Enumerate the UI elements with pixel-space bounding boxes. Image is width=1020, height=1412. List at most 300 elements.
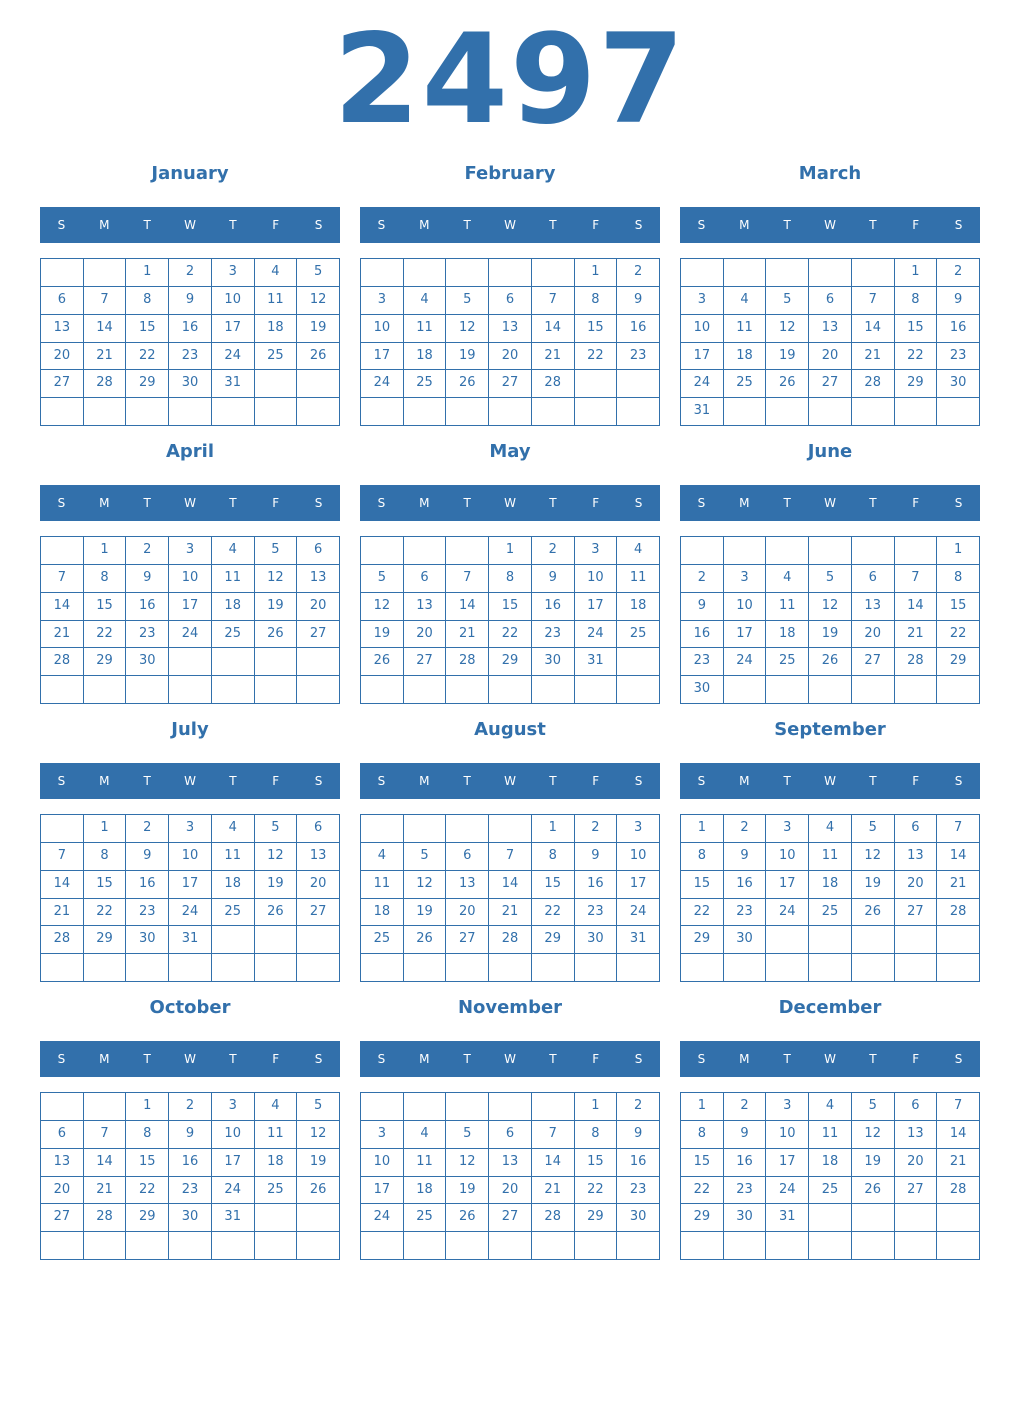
day-cell: 18 [212, 871, 255, 899]
empty-day-cell [681, 259, 724, 287]
month-september [680, 717, 980, 987]
empty-day-cell [255, 1232, 298, 1260]
day-cell: 8 [84, 565, 127, 593]
day-cell: 26 [255, 899, 298, 927]
weekday-header [680, 1041, 980, 1077]
empty-day-cell [404, 1232, 447, 1260]
empty-day-cell [532, 1232, 575, 1260]
day-cell: 13 [895, 843, 938, 871]
day-cell: 17 [617, 871, 660, 899]
weekday-label: S [954, 496, 963, 510]
day-cell: 31 [212, 1204, 255, 1232]
empty-day-cell [617, 1232, 660, 1260]
day-cell: 4 [255, 1093, 298, 1121]
day-cell: 25 [404, 370, 447, 398]
empty-day-cell [532, 259, 575, 287]
day-cell: 24 [681, 370, 724, 398]
day-cell: 8 [532, 843, 575, 871]
day-cell: 17 [169, 871, 212, 899]
day-cell: 5 [852, 815, 895, 843]
empty-day-cell [169, 648, 212, 676]
day-cell: 31 [617, 926, 660, 954]
empty-day-cell [532, 398, 575, 426]
day-cell: 18 [617, 593, 660, 621]
day-cell: 15 [126, 1149, 169, 1177]
weekday-label: T [143, 496, 151, 510]
day-cell: 6 [489, 287, 532, 315]
day-cell: 16 [126, 871, 169, 899]
month-april [40, 439, 340, 709]
weekday-label: F [912, 1052, 920, 1066]
day-cell: 12 [404, 871, 447, 899]
day-cell: 11 [404, 1149, 447, 1177]
day-cell: 10 [766, 1121, 809, 1149]
empty-day-cell [724, 676, 767, 704]
day-cell: 25 [212, 899, 255, 927]
day-cell: 19 [361, 621, 404, 649]
empty-day-cell [41, 676, 84, 704]
weekday-label: W [824, 1052, 836, 1066]
days-grid [680, 1092, 980, 1260]
day-cell: 15 [84, 871, 127, 899]
day-cell: 8 [681, 843, 724, 871]
day-cell: 26 [809, 648, 852, 676]
weekday-label: S [697, 496, 706, 510]
empty-day-cell [766, 676, 809, 704]
day-cell: 14 [895, 593, 938, 621]
empty-day-cell [297, 676, 340, 704]
day-cell: 16 [169, 315, 212, 343]
day-cell: 7 [937, 1093, 980, 1121]
day-cell: 14 [532, 1149, 575, 1177]
day-cell: 22 [126, 1177, 169, 1205]
weekday-label: T [229, 1052, 237, 1066]
day-cell: 29 [489, 648, 532, 676]
weekday-label: S [697, 774, 706, 788]
day-cell: 30 [169, 370, 212, 398]
month-january [40, 161, 340, 431]
day-cell: 16 [169, 1149, 212, 1177]
empty-day-cell [361, 954, 404, 982]
days-grid [360, 536, 660, 704]
day-cell: 21 [532, 1177, 575, 1205]
day-cell: 13 [297, 843, 340, 871]
empty-day-cell [255, 1204, 298, 1232]
day-cell: 1 [84, 815, 127, 843]
day-cell: 19 [809, 621, 852, 649]
month-november [360, 995, 660, 1265]
empty-day-cell [361, 676, 404, 704]
day-cell: 29 [84, 648, 127, 676]
day-cell: 18 [404, 343, 447, 371]
empty-day-cell [617, 676, 660, 704]
day-cell: 20 [297, 593, 340, 621]
weekday-label: T [463, 218, 471, 232]
day-cell: 14 [937, 1121, 980, 1149]
day-cell: 22 [532, 899, 575, 927]
weekday-label: T [143, 774, 151, 788]
weekday-label: M [99, 774, 110, 788]
weekday-label: W [824, 496, 836, 510]
day-cell: 18 [809, 871, 852, 899]
empty-day-cell [617, 370, 660, 398]
day-cell: 24 [766, 899, 809, 927]
weekday-label: S [314, 774, 323, 788]
day-cell: 13 [404, 593, 447, 621]
weekday-label: F [912, 218, 920, 232]
day-cell: 30 [169, 1204, 212, 1232]
day-cell: 19 [852, 871, 895, 899]
day-cell: 10 [617, 843, 660, 871]
empty-day-cell [937, 1204, 980, 1232]
day-cell: 5 [255, 815, 298, 843]
day-cell: 9 [681, 593, 724, 621]
day-cell: 16 [532, 593, 575, 621]
weekday-label: F [912, 774, 920, 788]
empty-day-cell [617, 648, 660, 676]
empty-day-cell [169, 954, 212, 982]
day-cell: 6 [41, 1121, 84, 1149]
empty-day-cell [766, 954, 809, 982]
weekday-label: M [739, 774, 750, 788]
days-grid [680, 258, 980, 426]
empty-day-cell [84, 1232, 127, 1260]
empty-day-cell [766, 259, 809, 287]
day-cell: 9 [617, 1121, 660, 1149]
day-cell: 24 [169, 899, 212, 927]
empty-day-cell [937, 926, 980, 954]
weekday-label: T [229, 774, 237, 788]
empty-day-cell [895, 1232, 938, 1260]
day-cell: 2 [937, 259, 980, 287]
day-cell: 21 [41, 899, 84, 927]
day-cell: 4 [809, 815, 852, 843]
empty-day-cell [895, 537, 938, 565]
day-cell: 3 [575, 537, 618, 565]
month-march [680, 161, 980, 431]
day-cell: 27 [41, 370, 84, 398]
empty-day-cell [212, 648, 255, 676]
day-cell: 7 [41, 843, 84, 871]
day-cell: 28 [532, 1204, 575, 1232]
empty-day-cell [895, 1204, 938, 1232]
day-cell: 13 [41, 315, 84, 343]
day-cell: 1 [126, 1093, 169, 1121]
day-cell: 15 [84, 593, 127, 621]
day-cell: 9 [126, 843, 169, 871]
day-cell: 24 [212, 1177, 255, 1205]
day-cell: 10 [724, 593, 767, 621]
day-cell: 25 [255, 343, 298, 371]
empty-day-cell [766, 537, 809, 565]
day-cell: 11 [404, 315, 447, 343]
weekday-label: S [57, 774, 66, 788]
day-cell: 8 [895, 287, 938, 315]
day-cell: 19 [404, 899, 447, 927]
month-july [40, 717, 340, 987]
day-cell: 21 [446, 621, 489, 649]
day-cell: 16 [617, 315, 660, 343]
empty-day-cell [212, 1232, 255, 1260]
weekday-label: S [954, 218, 963, 232]
day-cell: 25 [212, 621, 255, 649]
weekday-label: M [419, 218, 430, 232]
empty-day-cell [126, 954, 169, 982]
day-cell: 10 [575, 565, 618, 593]
month-name: April [165, 441, 215, 462]
day-cell: 26 [404, 926, 447, 954]
day-cell: 6 [489, 1121, 532, 1149]
weekday-label: S [314, 496, 323, 510]
empty-day-cell [532, 1093, 575, 1121]
day-cell: 12 [766, 315, 809, 343]
month-december [680, 995, 980, 1265]
empty-day-cell [681, 537, 724, 565]
day-cell: 15 [937, 593, 980, 621]
day-cell: 12 [297, 287, 340, 315]
weekday-header [680, 485, 980, 521]
day-cell: 6 [297, 815, 340, 843]
empty-day-cell [489, 676, 532, 704]
day-cell: 4 [212, 815, 255, 843]
day-cell: 5 [404, 843, 447, 871]
weekday-label: M [739, 218, 750, 232]
weekday-label: W [184, 1052, 196, 1066]
month-name: October [149, 997, 231, 1018]
empty-day-cell [41, 815, 84, 843]
day-cell: 16 [575, 871, 618, 899]
days-grid [680, 536, 980, 704]
empty-day-cell [809, 259, 852, 287]
empty-day-cell [809, 1232, 852, 1260]
empty-day-cell [84, 1093, 127, 1121]
weekday-label: M [419, 1052, 430, 1066]
month-name: August [474, 719, 546, 740]
day-cell: 11 [212, 565, 255, 593]
month-may [360, 439, 660, 709]
empty-day-cell [446, 537, 489, 565]
day-cell: 6 [446, 843, 489, 871]
day-cell: 19 [255, 871, 298, 899]
day-cell: 23 [724, 899, 767, 927]
day-cell: 21 [532, 343, 575, 371]
day-cell: 7 [532, 1121, 575, 1149]
weekday-header [40, 1041, 340, 1077]
day-cell: 7 [84, 287, 127, 315]
weekday-label: T [549, 1052, 557, 1066]
day-cell: 25 [809, 1177, 852, 1205]
day-cell: 2 [126, 815, 169, 843]
day-cell: 19 [852, 1149, 895, 1177]
day-cell: 29 [937, 648, 980, 676]
day-cell: 12 [255, 565, 298, 593]
day-cell: 15 [681, 1149, 724, 1177]
day-cell: 10 [766, 843, 809, 871]
empty-day-cell [361, 815, 404, 843]
day-cell: 28 [532, 370, 575, 398]
day-cell: 3 [212, 1093, 255, 1121]
days-grid [360, 814, 660, 982]
day-cell: 30 [532, 648, 575, 676]
day-cell: 25 [809, 899, 852, 927]
empty-day-cell [681, 1232, 724, 1260]
day-cell: 3 [169, 815, 212, 843]
days-grid [360, 1092, 660, 1260]
empty-day-cell [489, 815, 532, 843]
weekday-label: F [912, 496, 920, 510]
days-grid [40, 258, 340, 426]
day-cell: 2 [169, 259, 212, 287]
day-cell: 28 [852, 370, 895, 398]
day-cell: 10 [361, 1149, 404, 1177]
day-cell: 16 [724, 871, 767, 899]
empty-day-cell [852, 676, 895, 704]
day-cell: 30 [724, 926, 767, 954]
day-cell: 5 [766, 287, 809, 315]
weekday-label: W [184, 774, 196, 788]
empty-day-cell [766, 926, 809, 954]
day-cell: 15 [681, 871, 724, 899]
day-cell: 20 [895, 1149, 938, 1177]
day-cell: 22 [84, 621, 127, 649]
day-cell: 18 [809, 1149, 852, 1177]
weekday-label: F [272, 496, 280, 510]
empty-day-cell [41, 398, 84, 426]
empty-day-cell [361, 398, 404, 426]
weekday-label: F [592, 218, 600, 232]
day-cell: 28 [895, 648, 938, 676]
day-cell: 5 [446, 287, 489, 315]
day-cell: 22 [126, 343, 169, 371]
day-cell: 21 [895, 621, 938, 649]
day-cell: 6 [895, 815, 938, 843]
empty-day-cell [297, 398, 340, 426]
day-cell: 19 [446, 1177, 489, 1205]
day-cell: 20 [809, 343, 852, 371]
weekday-label: T [549, 218, 557, 232]
day-cell: 17 [361, 1177, 404, 1205]
day-cell: 14 [446, 593, 489, 621]
day-cell: 29 [575, 1204, 618, 1232]
day-cell: 27 [404, 648, 447, 676]
day-cell: 30 [681, 676, 724, 704]
day-cell: 2 [724, 815, 767, 843]
empty-day-cell [297, 954, 340, 982]
day-cell: 7 [41, 565, 84, 593]
weekday-label: F [272, 1052, 280, 1066]
empty-day-cell [297, 648, 340, 676]
empty-day-cell [446, 676, 489, 704]
day-cell: 15 [575, 1149, 618, 1177]
weekday-label: T [229, 218, 237, 232]
day-cell: 20 [852, 621, 895, 649]
weekday-label: T [783, 496, 791, 510]
empty-day-cell [937, 398, 980, 426]
day-cell: 5 [255, 537, 298, 565]
weekday-label: M [419, 774, 430, 788]
weekday-label: S [697, 1052, 706, 1066]
weekday-label: T [869, 1052, 877, 1066]
day-cell: 19 [297, 315, 340, 343]
weekday-label: S [377, 496, 386, 510]
day-cell: 11 [766, 593, 809, 621]
empty-day-cell [489, 259, 532, 287]
day-cell: 26 [446, 1204, 489, 1232]
day-cell: 18 [404, 1177, 447, 1205]
day-cell: 16 [126, 593, 169, 621]
day-cell: 6 [404, 565, 447, 593]
weekday-label: F [272, 218, 280, 232]
month-name: September [774, 719, 886, 740]
empty-day-cell [41, 1093, 84, 1121]
day-cell: 31 [575, 648, 618, 676]
day-cell: 9 [575, 843, 618, 871]
empty-day-cell [681, 954, 724, 982]
empty-day-cell [852, 954, 895, 982]
day-cell: 18 [255, 315, 298, 343]
weekday-label: T [783, 218, 791, 232]
day-cell: 8 [126, 287, 169, 315]
day-cell: 12 [809, 593, 852, 621]
empty-day-cell [84, 954, 127, 982]
day-cell: 20 [489, 1177, 532, 1205]
day-cell: 3 [766, 815, 809, 843]
empty-day-cell [446, 1232, 489, 1260]
weekday-label: M [99, 218, 110, 232]
day-cell: 17 [766, 1149, 809, 1177]
day-cell: 27 [809, 370, 852, 398]
empty-day-cell [937, 954, 980, 982]
day-cell: 3 [617, 815, 660, 843]
day-cell: 5 [446, 1121, 489, 1149]
day-cell: 4 [809, 1093, 852, 1121]
day-cell: 31 [169, 926, 212, 954]
day-cell: 22 [895, 343, 938, 371]
empty-day-cell [766, 398, 809, 426]
day-cell: 12 [852, 1121, 895, 1149]
empty-day-cell [617, 398, 660, 426]
day-cell: 9 [169, 1121, 212, 1149]
empty-day-cell [809, 926, 852, 954]
day-cell: 13 [489, 1149, 532, 1177]
day-cell: 22 [84, 899, 127, 927]
weekday-label: T [869, 774, 877, 788]
day-cell: 5 [852, 1093, 895, 1121]
empty-day-cell [361, 259, 404, 287]
day-cell: 29 [895, 370, 938, 398]
day-cell: 14 [41, 871, 84, 899]
day-cell: 29 [532, 926, 575, 954]
weekday-label: S [314, 1052, 323, 1066]
weekday-header [40, 207, 340, 243]
day-cell: 23 [169, 343, 212, 371]
day-cell: 5 [361, 565, 404, 593]
day-cell: 2 [126, 537, 169, 565]
weekday-header [360, 763, 660, 799]
day-cell: 30 [937, 370, 980, 398]
day-cell: 13 [446, 871, 489, 899]
day-cell: 17 [575, 593, 618, 621]
empty-day-cell [84, 676, 127, 704]
day-cell: 20 [895, 871, 938, 899]
day-cell: 8 [681, 1121, 724, 1149]
weekday-label: F [592, 774, 600, 788]
weekday-label: S [634, 218, 643, 232]
weekday-label: W [824, 218, 836, 232]
day-cell: 25 [724, 370, 767, 398]
day-cell: 25 [766, 648, 809, 676]
day-cell: 11 [212, 843, 255, 871]
